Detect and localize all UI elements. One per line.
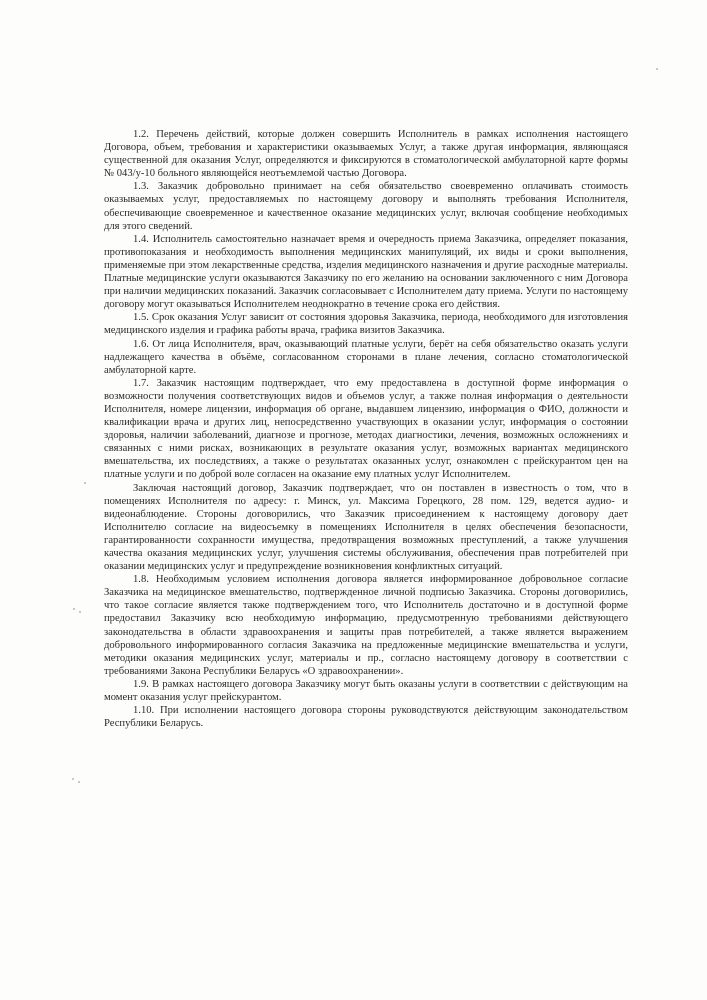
scan-speck: [656, 68, 658, 70]
clause-1-5: 1.5. Срок оказания Услуг зависит от состояния здоровья Заказчика, периода, необходимого для изготовления медицинского изделия и графика работы врача, графика визитов Заказчика.: [104, 312, 628, 337]
scan-speck: [72, 778, 74, 780]
clause-1-9: 1.9. В рамках настоящего договора Заказчику могут быть оказаны услуги в соответствии с действующим на момент оказания услуг прейскурантом.: [104, 678, 628, 704]
scan-speck: [84, 482, 86, 484]
clause-1-4: 1.4. Исполнитель самостоятельно назначает время и очередность приема Заказчика, определяет показания, противопоказания и необходимость выполнения медицинских манипуляций, их виды и сроки выполнения, применяемые при этом лекарственные средства, изделия медицинского назначения и другие расходные материалы. Платные медицинские услуги оказываются Заказчику по его желанию на основании заключенного с ним Договора при наличии медицинских показаний. Заказчик согласовывает с Исполнителем дату приема. Услуги по настоящему договору могут оказываться Исполнителем неоднократно в течение срока его действия.: [104, 233, 628, 311]
clause-1-2: 1.2. Перечень действий, которые должен совершить Исполнитель в рамках исполнения настоящего Договора, объем, требования и характеристики оказываемых Услуг, а также другая информация, являющаяся существенной для оказания Услуг, определяются и фиксируются в стоматологической амбулаторной карте формы № 043/у-10 больного являющейся неотъемлемой частью Договора.: [104, 129, 628, 180]
clause-1-10: 1.10. При исполнении настоящего договора стороны руководствуются действующим законодательством Республики Беларусь.: [104, 705, 628, 730]
scan-speck: [79, 611, 81, 613]
clause-1-6: 1.6. От лица Исполнителя, врач, оказывающий платные услуги, берёт на себя обязательство оказать услуги надлежащего качества в объёме, согласованном сторонами в плане лечения, согласно стоматологической амбулаторной карте.: [104, 338, 628, 376]
clause-1-7: 1.7. Заказчик настоящим подтверждает, что ему предоставлена в доступной форме информация о возможности получения соответствующих видов и объемов услуг, а также полная информация о деятельности Исполнителя, номере лицензии, информация об органе, выдавшем лицензию, информация о ФИО, должности и квалификации врача и других лиц, непосредственно участвующих в оказании услуг, информация о состоянии здоровья, наличии заболеваний, диагнозе и прогнозе, методах диагностики, лечения, возможных осложнениях и связанных с ними рисках, возникающих в результате оказания услуг, возможных вариантах медицинского вмешательства, их последствиях, а также о результатах оказанных услуг, ознакомлен с прейскурантом цен на платные услуги и по доброй воле согласен на оказание ему платных услуг Исполнителем.: [104, 377, 628, 481]
scan-speck: [73, 608, 75, 610]
clause-1-8: 1.8. Необходимым условием исполнения договора является информированное добровольное согласие Заказчика на медицинское вмешательство, подтвержденное личной подписью Заказчика. Стороны договорились, что такое согласие является также подтверждением того, что Исполнитель достаточно и в доступной форме предоставил Заказчику всю необходимую информацию, предусмотренную требованиями действующего законодательства в области здравоохранения и защиты прав потребителей, а также является выражением добровольного информированного согласия Заказчика на предложенные медицинские вмешательства и услуги, методики оказания медицинских услуг, материалы и пр., согласно настоящему договору в соответствии с требованиями Закона Республики Беларусь «О здравоохранении».: [104, 574, 628, 677]
contract-text: [104, 128, 628, 730]
clause-1-3: 1.3. Заказчик добровольно принимает на себя обязательство своевременно оплачивать стоимость оказываемых услуг, предоставляемых по настоящему договору и выполнять требования Исполнителя, обеспечивающие своевременное и качественное оказание медицинских услуг, включая сообщение необходимых для этого сведений.: [104, 181, 628, 232]
clause-video-surveillance: Заключая настоящий договор, Заказчик подтверждает, что он поставлен в известность о том, что в помещениях Исполнителя по адресу: г. Минск, ул. Максима Горецкого, 28 пом. 129, ведется аудио- и видеонаблюдение. Стороны договорились, что Заказчик присоединением к настоящему договору дает Исполнителю согласие на видеосъемку в помещениях Исполнителя в целях обеспечения безопасности, гарантированности сохранности имущества, предотвращения возможных преступлений, а также улучшения качества оказания медицинских услуг, улучшения системы обслуживания, обеспечения прав потребителей при оказании медицинских услуг и предупреждение возникновения конфликтных ситуаций.: [104, 482, 628, 573]
scan-speck: [78, 781, 80, 783]
